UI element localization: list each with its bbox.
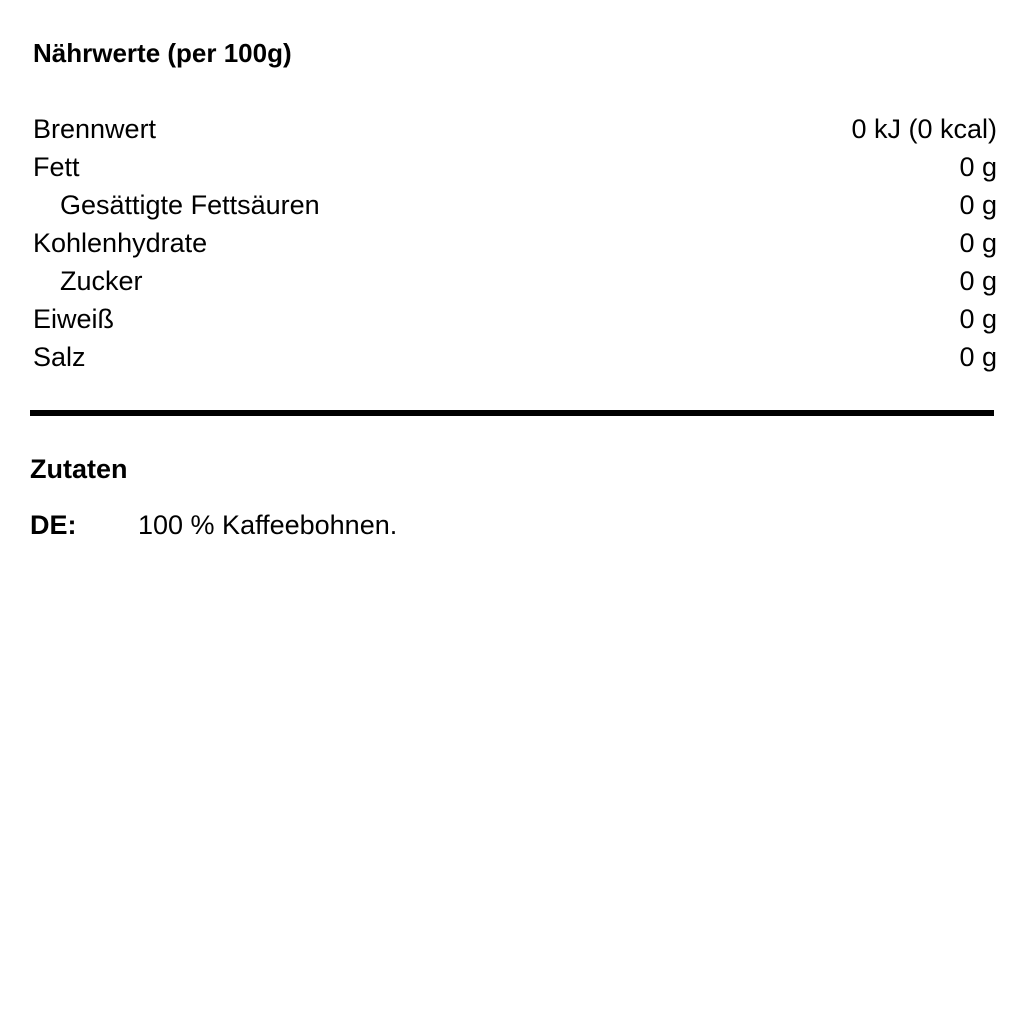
nutrient-value: 0 g [959,190,997,220]
nutrient-value: 0 g [959,304,997,334]
nutrient-value: 0 g [959,266,997,296]
nutrient-row-energy [33,110,997,148]
nutrient-label: Gesättigte Fettsäuren [60,190,320,220]
nutrient-row-carbohydrates [33,224,997,262]
nutrient-value: 0 g [959,228,997,258]
ingredients-language-code: DE: [30,510,77,540]
ingredients-line [30,508,397,542]
nutrient-value: 0 g [959,152,997,182]
nutrition-table [33,110,997,376]
nutrient-label: Kohlenhydrate [33,228,208,258]
nutrient-row-salt [33,338,997,376]
section-divider [30,410,994,416]
nutrient-label: Brennwert [33,114,157,144]
nutrient-label: Fett [33,152,80,182]
nutrient-value: 0 g [959,342,997,372]
nutrient-label: Eiweiß [33,304,115,334]
nutrient-row-saturated-fat [33,186,997,224]
nutrient-label: Salz [33,342,86,372]
nutrient-row-sugar [33,262,997,300]
nutrient-row-fat [33,148,997,186]
nutrition-title: Nährwerte (per 100g) [33,38,292,68]
nutrient-label: Zucker [60,266,143,296]
nutrient-row-protein [33,300,997,338]
nutrient-value: 0 kJ (0 kcal) [851,114,997,144]
ingredients-title: Zutaten [30,454,128,484]
ingredients-text: 100 % Kaffeebohnen. [138,510,398,540]
